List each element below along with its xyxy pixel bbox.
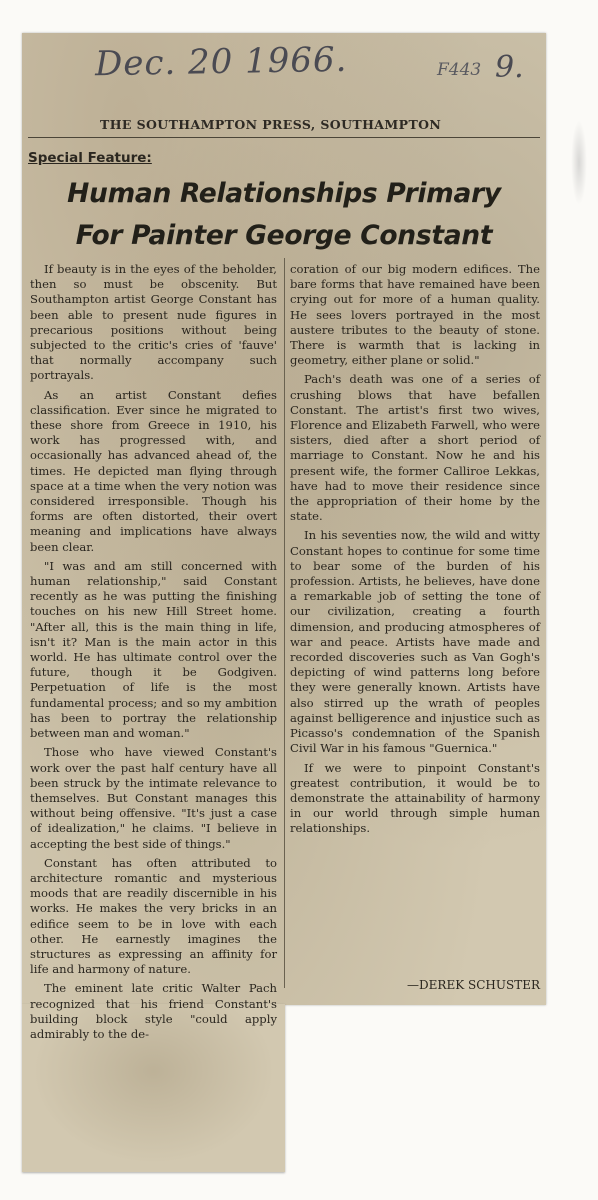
paragraph: The eminent late critic Walter Pach recognized that his friend Constant's building block style "could apply admirably to the de- bbox=[30, 981, 277, 1041]
masthead-rule bbox=[28, 137, 540, 138]
paragraph: In his seventies now, the wild and witty Constant hopes to continue for some time to bear some of the burden of his profession. Artists, he believes, have done a remarkable job of setting the tone of our civilization, creating a fourth dimension, and producing atmospheres of war and peace. Artists have made and recorded discoveries such as Van Gogh's depicting of wind patterns long before they were generally known. Artists have also stirred up the wrath of peoples against belligerence and injustice such as Picasso's condemnation of the Spanish Civil War in his famous "Guernica." bbox=[290, 528, 540, 756]
byline: —DEREK SCHUSTER bbox=[407, 978, 540, 992]
handwritten-code: F443 bbox=[437, 60, 482, 80]
handwritten-date: Dec. 20 1966. bbox=[94, 39, 348, 85]
smudge-mark bbox=[571, 120, 587, 205]
paragraph: coration of our big modern edifices. The bare forms that have remained have been crying out for more of a human quality. He sees lovers portrayed in the most austere tributes to the beauty of stone. There is warmth that is lacking in geometry, either plane or solid." bbox=[290, 262, 540, 368]
paragraph: Pach's death was one of a series of crushing blows that have befallen Constant. The artist's first two wives, Florence and Elizabeth Farwell, who were sisters, died after a short period of marriage to Constant. Now he and his present wife, the former Calliroe Lekkas, have had to move their residence since the appropriation of their home by the state. bbox=[290, 372, 540, 524]
paragraph: If we were to pinpoint Constant's greatest contribution, it would be to demonstrate the attainability of harmony in our world through simple human relationships. bbox=[290, 760, 540, 836]
paragraph: Constant has often attributed to architecture romantic and mysterious moods that are readily discernible in his works. He makes the very bricks in an edifice seem to be in love with each other. He earnestly imagines the structures as expressing an affinity for life and harmony of nature. bbox=[30, 855, 277, 977]
headline-line-1: Human Relationships Primary bbox=[67, 178, 501, 209]
handwritten-number: 9. bbox=[495, 50, 524, 85]
left-column bbox=[30, 262, 277, 1046]
masthead: THE SOUTHAMPTON PRESS, SOUTHAMPTON bbox=[100, 117, 442, 132]
column-rule bbox=[284, 258, 285, 988]
paragraph: If beauty is in the eyes of the beholder, then so must be obscenity. But Southampton artist George Constant has been able to present nude figures in precarious positions without being subjected to the critic's cries of 'fauve' that normally accompany such portrayals. bbox=[30, 262, 277, 383]
paragraph: As an artist Constant defies classification. Ever since he migrated to these shore from Greece in 1910, his work has progressed with, and occasionally has advanced ahead of, the times. He depicted man flying through space at a time when the very notion was considered irresponsible. Though his forms are often distorted, their overt meaning and implications have always been clear. bbox=[30, 387, 277, 554]
paragraph: "I was and am still concerned with human relationship," said Constant recently as he was putting the finishing touches on his new Hill Street home. "After all, this is the main thing in life, isn't it? Man is the main actor in this world. He has ultimate control over the future, though it be Godgiven. Perpetuation of life is the most fundamental process; and so my ambition has been to portray the relationship between man and woman." bbox=[30, 558, 277, 741]
right-column bbox=[290, 262, 540, 841]
headline-line-2: For Painter George Constant bbox=[75, 220, 493, 251]
kicker: Special Feature: bbox=[28, 150, 152, 166]
paragraph: Those who have viewed Constant's work over the past half century have all been struck by the intimate relevance to themselves. But Constant manages this without being offensive. "It's just a case of idealization," he claims. "I believe in accepting the best side of things." bbox=[30, 745, 277, 851]
